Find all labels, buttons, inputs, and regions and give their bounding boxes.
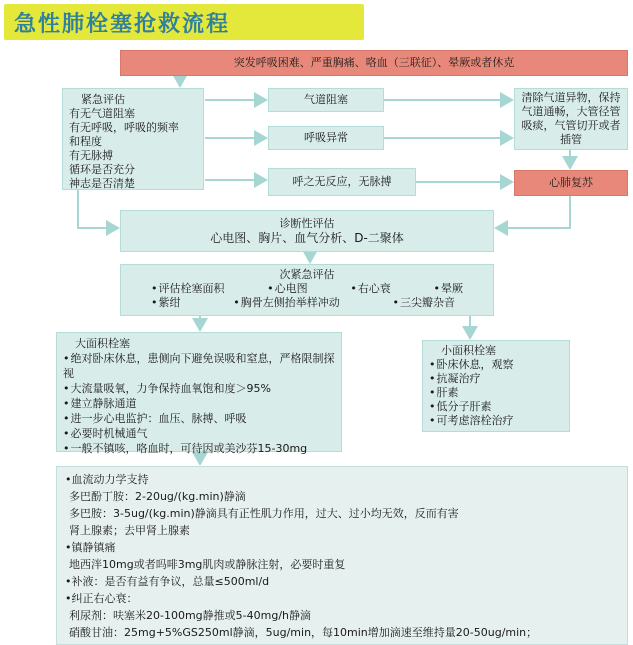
breathing-abnormal-box: 呼吸异常 — [268, 126, 384, 150]
secondary-assessment-box — [120, 264, 494, 316]
symptom-box: 突发呼吸困难、严重胸痛、咯血（三联征）、晕厥或者休克 — [120, 50, 628, 76]
secondary-item: • 心电图 — [267, 282, 308, 296]
treatment-line: 地西泮10mg或者吗啡3mg肌肉或静脉注射，必要时重复 — [69, 558, 346, 571]
no-response-box: 呼之无反应，无脉搏 — [268, 168, 416, 196]
diagnostic-assessment-box — [120, 210, 494, 252]
small-item: • 肝素 — [429, 386, 563, 400]
cpr-box: 心肺复苏 — [514, 170, 628, 196]
treatment-line: •血流动力学支持 — [65, 473, 149, 486]
large-title: 大面积栓塞 — [75, 337, 130, 350]
assessment-line: 神志是否清楚 — [69, 177, 135, 190]
assessment-line: 循环是否充分 — [69, 163, 135, 176]
large-embolism-box — [56, 332, 342, 455]
small-item: • 可考虑溶栓治疗 — [429, 414, 563, 428]
assessment-line: 有无脉搏 — [69, 149, 113, 162]
small-item: • 抗凝治疗 — [429, 372, 563, 386]
treatment-line: 肾上腺素；去甲肾上腺素 — [69, 524, 190, 537]
treatment-line: 硝酸甘油：25mg+5%GS250ml静滴，5ug/min，每10min增加滴速至维持量20-50ug/min； — [69, 626, 538, 639]
diagnostic-title: 诊断性评估 — [279, 217, 335, 230]
diagnostic-items: 心电图、胸片、血气分析、D-二聚体 — [210, 231, 404, 245]
emergency-assessment-box — [62, 88, 204, 190]
secondary-item: • 胸骨左侧抬举样冲动 — [233, 296, 340, 310]
assessment-line: 有无气道阻塞 — [69, 107, 135, 120]
large-item: • 建立静脉通道 — [63, 396, 335, 411]
large-item: • 进一步心电监护：血压、脉搏、呼吸 — [63, 411, 335, 426]
assessment-line: 有无呼吸，呼吸的频率 — [69, 121, 179, 134]
secondary-title: 次紧急评估 — [279, 268, 335, 281]
secondary-item: • 紫绀 — [151, 296, 181, 310]
large-item: • 必要时机械通气 — [63, 426, 335, 441]
airway-action-box: 清除气道异物，保持气道通畅，大管径管吸痰，气管切开或者插管 — [514, 88, 628, 150]
small-item: • 卧床休息，观察 — [429, 358, 563, 372]
large-item: • 一般不镇咳，咯血时，可待因或美沙芬15-30mg — [63, 441, 335, 456]
large-item: • 绝对卧床休息，患侧向下避免误吸和窒息，严格限制探视 — [63, 351, 335, 381]
airway-obstruction-box: 气道阻塞 — [268, 88, 384, 112]
treatment-line: •补液：是否有益有争议，总量≤500ml/d — [65, 575, 270, 588]
treatment-details-box — [56, 466, 628, 645]
secondary-item: • 三尖瓣杂音 — [393, 296, 456, 310]
treatment-line: 利尿剂：呋塞米20-100mg静推或5-40mg/h静滴 — [69, 609, 311, 622]
small-embolism-box — [422, 340, 570, 432]
small-title: 小面积栓塞 — [441, 344, 496, 357]
treatment-line: •纠正右心衰： — [65, 592, 138, 605]
secondary-item: • 右心衰 — [350, 282, 391, 296]
large-item: • 大流量吸氧，力争保持血氧饱和度＞95% — [63, 381, 335, 396]
secondary-item: • 评估栓塞面积 — [151, 282, 225, 296]
page-title: 急性肺栓塞抢救流程 — [4, 4, 364, 40]
assessment-line: 和程度 — [69, 135, 102, 148]
treatment-line: 多巴胺：3-5ug/(kg.min)静滴具有正性肌力作用，过大、过小均无效，反而有害 — [69, 507, 459, 520]
assessment-line: 紧急评估 — [81, 93, 125, 106]
small-item: • 低分子肝素 — [429, 400, 563, 414]
treatment-line: 多巴酚丁胺：2-20ug/(kg.min)静滴 — [69, 490, 246, 503]
treatment-line: •镇静镇痛 — [65, 541, 116, 554]
secondary-item: • 晕厥 — [433, 282, 463, 296]
